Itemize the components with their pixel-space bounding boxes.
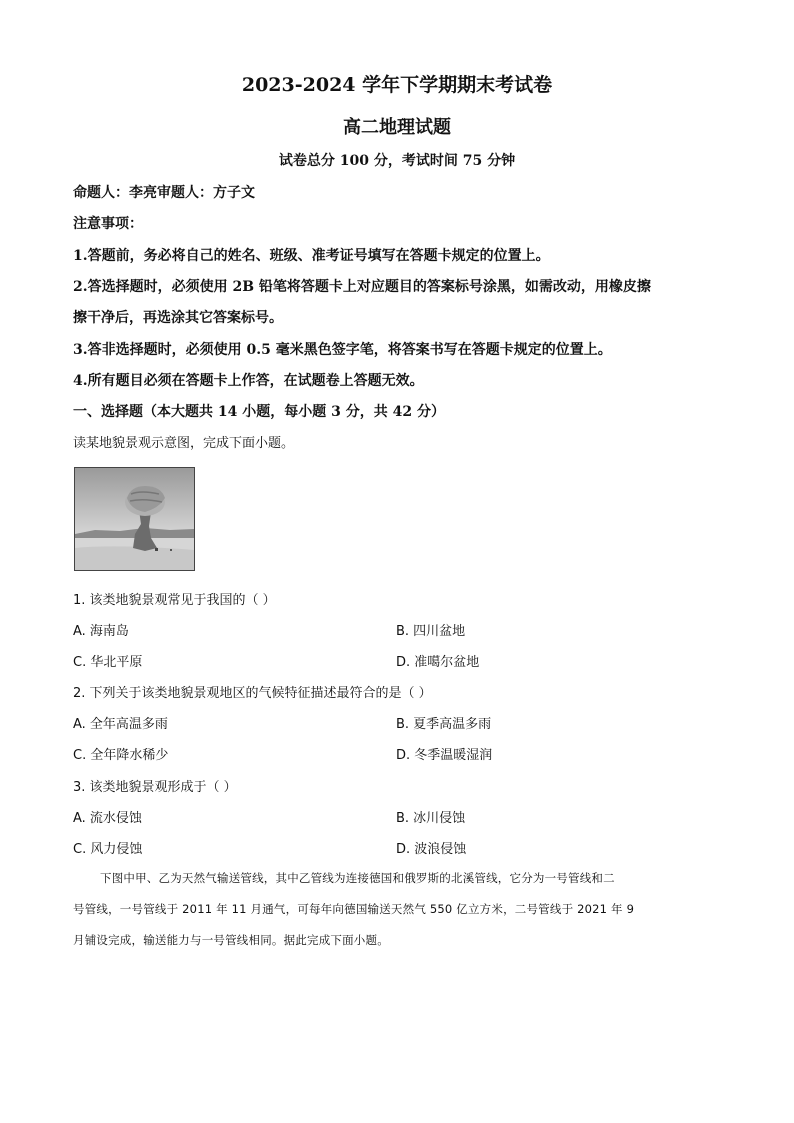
passage-line: 下图中甲、乙为天然气输送管线，其中乙管线为连接德国和俄罗斯的北溪管线，它分为一号管线和二: [100, 871, 615, 885]
note-item: 3.答非选择题时，必须使用 0.5 毫米黑色签字笔，将答案书写在答题卡规定的位置上。: [73, 342, 612, 358]
option-b: B. 夏季高温多雨: [396, 717, 492, 732]
option-b: B. 四川盆地: [396, 624, 466, 639]
option-d: D. 波浪侵蚀: [396, 842, 467, 857]
option-c: C. 风力侵蚀: [73, 842, 143, 857]
note-item: 2.答选择题时，必须使用 2B 铅笔将答题卡上对应题目的答案标号涂黑，如需改动，用橡皮擦: [73, 279, 651, 295]
option-a: A. 海南岛: [73, 624, 129, 639]
question-stem: 2. 下列关于该类地貌景观地区的气候特征描述最符合的是（ ）: [73, 686, 432, 701]
section-heading: 一、选择题（本大题共 14 小题，每小题 3 分，共 42 分）: [73, 404, 445, 420]
option-c: C. 全年降水稀少: [73, 748, 169, 763]
exam-authors: 命题人：李亮审题人：方子文: [73, 185, 255, 201]
note-item: 1.答题前，务必将自己的姓名、班级、准考证号填写在答题卡规定的位置上。: [73, 248, 550, 264]
option-a: A. 全年高温多雨: [73, 717, 168, 732]
note-item: 4.所有题目必须在答题卡上作答，在试题卷上答题无效。: [73, 373, 424, 389]
note-item: 擦干净后，再选涂其它答案标号。: [73, 310, 283, 326]
notes-heading: 注意事项：: [73, 216, 143, 232]
option-d: D. 冬季温暖湿润: [396, 748, 493, 763]
exam-subtitle: 高二地理试题: [343, 117, 451, 138]
question-stem: 1. 该类地貌景观常见于我国的（ ）: [73, 593, 276, 608]
section-intro: 读某地貌景观示意图，完成下面小题。: [73, 436, 295, 451]
question-stem: 3. 该类地貌景观形成于（ ）: [73, 780, 237, 795]
exam-info: 试卷总分 100 分，考试时间 75 分钟: [278, 153, 516, 169]
landform-photo: [74, 467, 195, 571]
option-b: B. 冰川侵蚀: [396, 811, 466, 826]
option-a: A. 流水侵蚀: [73, 811, 142, 826]
exam-title: 2023-2024 学年下学期期末考试卷: [241, 74, 553, 96]
option-d: D. 准噶尔盆地: [396, 655, 480, 670]
passage-line: 号管线，一号管线于 2011 年 11 月通气，可每年向德国输送天然气 550 亿立方米，二号管线于 2021 年 9: [73, 902, 635, 916]
passage-line: 月铺设完成，输送能力与一号管线相同。据此完成下面小题。: [73, 933, 389, 947]
option-c: C. 华北平原: [73, 655, 143, 670]
